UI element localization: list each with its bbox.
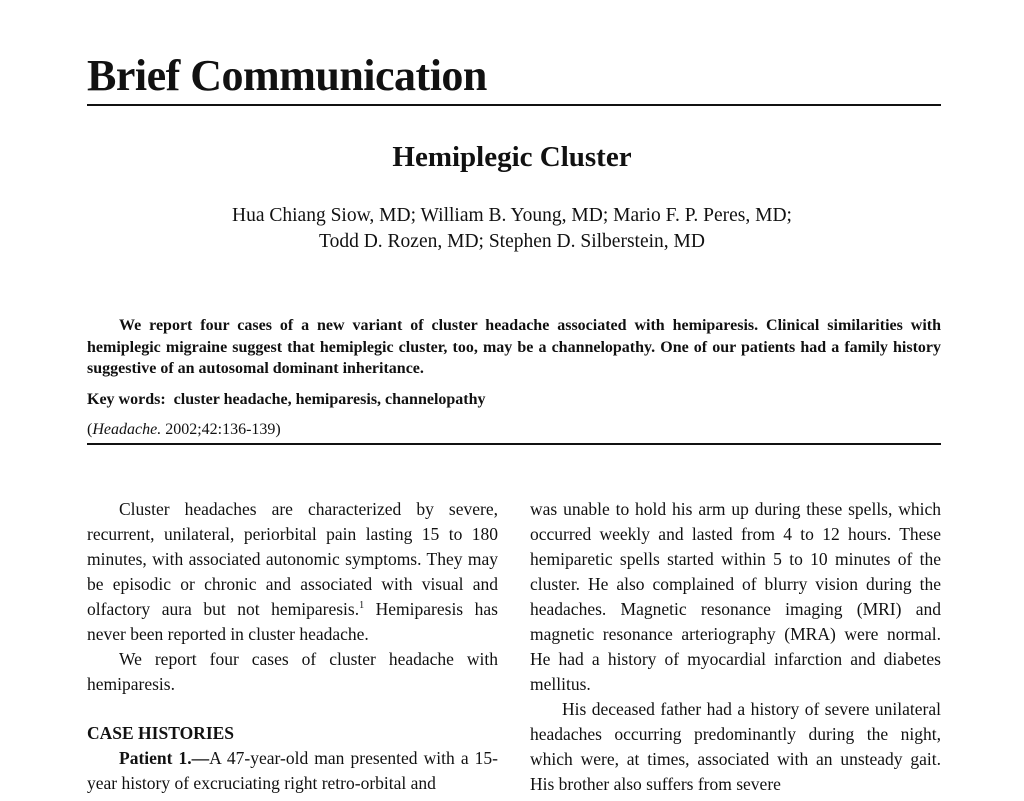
- paragraph-text: A 47-year-old man presented with a 15-year history of excruciating right retro-orbital and: [87, 748, 498, 793]
- body-column-left: [87, 497, 498, 796]
- section-title: Brief Communication: [87, 51, 487, 100]
- citation-details: 2002;42:136-139): [161, 421, 281, 438]
- authors-line-2: Todd D. Rozen, MD; Stephen D. Silberstein, MD: [319, 231, 705, 252]
- paragraph-text: Hemiparesis has never been reported in cluster headache.: [87, 599, 498, 644]
- abstract: We report four cases of a new variant of cluster headache associated with hemiparesis. Clinical similarities with hemiplegic migraine suggest that hemiplegic cluster, too, may be a channelopathy. One of our patients had a family history suggestive of an autosomal dominant inheritance.: [87, 317, 941, 377]
- section-heading: CASE HISTORIES: [87, 723, 235, 743]
- body-paragraph: [87, 497, 498, 647]
- authors-line-1: Hua Chiang Siow, MD; William B. Young, MD; Mario F. P. Peres, MD;: [232, 205, 792, 226]
- body-paragraph: [87, 746, 498, 796]
- body-column-right: [530, 497, 941, 797]
- body-paragraph: We report four cases of cluster headache with hemiparesis.: [87, 649, 498, 694]
- citation-journal: Headache.: [92, 421, 162, 438]
- abstract-divider: [87, 443, 941, 445]
- reference-marker: 1: [359, 600, 365, 612]
- citation-open-paren: (: [87, 421, 93, 438]
- keywords: [87, 390, 941, 410]
- author-list: [0, 203, 1024, 255]
- citation: [87, 420, 941, 440]
- title-divider: [87, 104, 941, 106]
- body-paragraph: His deceased father had a history of severe unilateral headaches occurring predominantly during the night, which were, at times, associated with an unsteady gait. His brother also suffers from severe: [530, 699, 941, 794]
- paragraph-text: Cluster headaches are characterized by severe, recurrent, unilateral, periorbital pain lasting 15 to 180 minutes, with associated autonomic symptoms. They may be episodic or chronic and associated with visual and olfactory aura but not hemiparesis.: [87, 499, 498, 619]
- article-title: Hemiplegic Cluster: [392, 141, 632, 173]
- keywords-label: Key words:: [87, 391, 166, 408]
- patient-label: Patient 1.—: [119, 748, 210, 768]
- body-paragraph: was unable to hold his arm up during these spells, which occurred weekly and lasted from 4 to 12 hours. These hemiparetic spells started within 5 to 10 minutes of the cluster. He also complained of blurry vision during the headaches. Magnetic resonance imaging (MRI) and magnetic resonance arteriography (MRA) were normal. He had a history of myocardial infarction and diabetes mellitus.: [530, 499, 941, 694]
- keywords-list: cluster headache, hemiparesis, channelopathy: [173, 391, 486, 408]
